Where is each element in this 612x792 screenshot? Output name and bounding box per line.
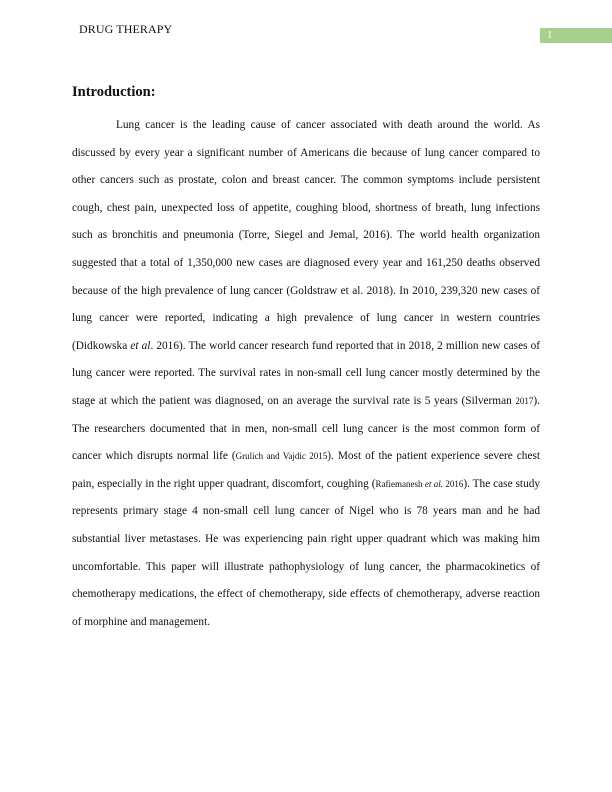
text-run: ). The case study represents primary stage 4 non-small cell lung cancer of Nigel who is 78 years man and he had substantial liver metastases. He was experiencing pain right upper quadrant which was making him uncomfortable. This paper will illustrate pathophysiology of lung cancer, the pharmacokinetics of chemotherapy medications, the effect of chemotherapy, side effects of chemotherapy, adverse reaction of morphine and management. xyxy=(72,477,541,628)
text-run: Lung cancer is the leading cause of cancer associated with death around the world. As discussed by every year a significant number of Americans die because of lung cancer compared to other cancers such as prostate, colon and breast cancer. The common symptoms include persistent cough, chest pain, unexpected loss of appetite, coughing blood, shortness of breath, lung infections such as bronchitis and pneumonia (Torre, Siegel and Jemal, 2016). The world health organization suggested that a total of 1,350,000 new cases are diagnosed every year and 161,250 deaths observed because of the high prevalence of lung cancer (Goldstraw et al. 2018). In 2010, 239,320 new cases of lung cancer were reported, indicating a high prevalence of lung cancer in western countries (Didkowska xyxy=(72,119,540,352)
text-run: ). The researchers documented that in men, non-small cell lung cancer is the most common form of cancer which disrupts normal life ( xyxy=(72,394,540,463)
page-number-badge: 1 xyxy=(540,28,612,43)
text-run: Rafiemanesh xyxy=(375,478,425,489)
citation-small: 2017 xyxy=(515,395,534,406)
section-heading: Introduction: xyxy=(72,84,156,100)
citation-small xyxy=(375,479,463,489)
body-text xyxy=(72,112,540,636)
citation-small: Grulich and Vajdic 2015 xyxy=(235,451,328,462)
text-run-italic: et al xyxy=(130,339,151,352)
text-run: 2016 xyxy=(442,478,464,489)
text-run: ). Most of the patient experience severe chest pain, especially in the right upper quadrant, discomfort, coughing ( xyxy=(72,450,540,490)
intro-paragraph xyxy=(72,112,540,636)
text-run-italic: et al. xyxy=(424,478,443,489)
running-head: DRUG THERAPY xyxy=(79,22,173,36)
text-run: . 2016). The world cancer research fund reported that in 2018, 2 million new cases of lung cancer were reported. The survival rates in non-small cell lung cancer mostly determined by the stage at which the patient was diagnosed, on an average the survival rate is 5 years (Silverman xyxy=(72,339,541,407)
